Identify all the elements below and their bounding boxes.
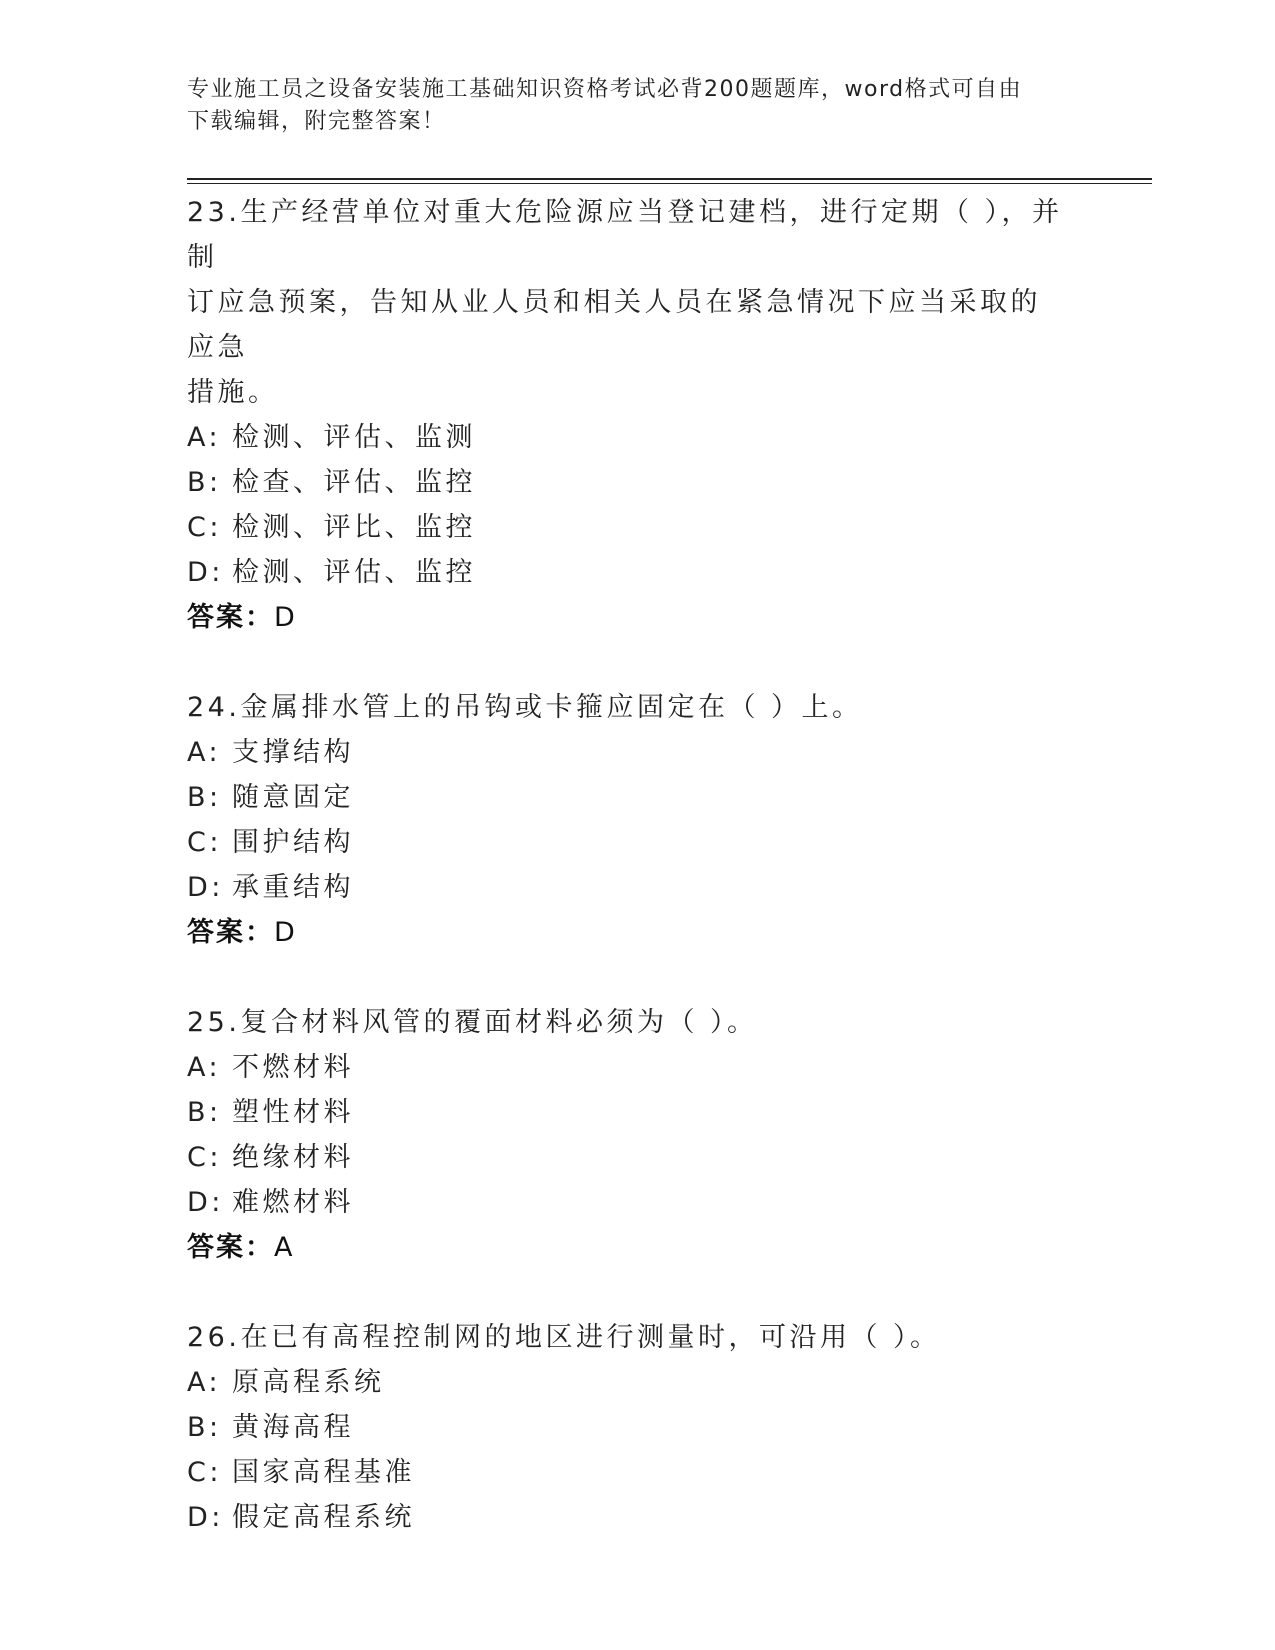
answer-line — [187, 595, 1067, 640]
option-a — [187, 730, 1067, 775]
option-d — [187, 1495, 1067, 1540]
question-stem-line: 订应急预案，告知从业人员和相关人员在紧急情况下应当采取的应急 — [187, 287, 1041, 363]
option-letter: D: — [187, 557, 224, 588]
option-letter: D: — [187, 1187, 224, 1218]
option-letter: B: — [187, 782, 222, 813]
option-text: 支撑结构 — [232, 737, 354, 768]
header-line-1: 专业施工员之设备安装施工基础知识资格考试必背200题题库，word格式可自由 — [187, 77, 1023, 102]
question-spacer — [187, 955, 1067, 1000]
option-d — [187, 865, 1067, 910]
option-d — [187, 1180, 1067, 1225]
option-b — [187, 1090, 1067, 1135]
option-text: 检查、评估、监控 — [232, 467, 476, 498]
option-b — [187, 1405, 1067, 1450]
option-a — [187, 1360, 1067, 1405]
option-b — [187, 460, 1067, 505]
question-spacer — [187, 640, 1067, 685]
option-letter: C: — [187, 827, 222, 858]
answer-label: 答案： — [187, 602, 274, 633]
option-text: 原高程系统 — [232, 1367, 385, 1398]
option-c — [187, 1135, 1067, 1180]
option-d — [187, 550, 1067, 595]
document-header — [187, 74, 1067, 138]
option-letter: B: — [187, 1412, 222, 1443]
question-26 — [187, 1315, 1067, 1540]
option-letter: D: — [187, 1502, 224, 1533]
answer-value: A — [274, 1232, 295, 1263]
header-line-2: 下载编辑，附完整答案！ — [187, 109, 446, 134]
option-letter: D: — [187, 872, 224, 903]
option-c — [187, 1450, 1067, 1495]
option-text: 检测、评比、监控 — [232, 512, 476, 543]
option-letter: C: — [187, 512, 222, 543]
answer-value: D — [274, 602, 297, 633]
option-letter: B: — [187, 1097, 222, 1128]
question-stem-line: 措施。 — [187, 377, 279, 408]
question-stem-line: 26.在已有高程控制网的地区进行测量时，可沿用（ ）。 — [187, 1322, 941, 1353]
question-stem-line: 23.生产经营单位对重大危险源应当登记建档，进行定期（ ），并制 — [187, 197, 1063, 273]
option-text: 国家高程基准 — [232, 1457, 415, 1488]
option-a — [187, 415, 1067, 460]
option-text: 围护结构 — [232, 827, 354, 858]
question-25 — [187, 1000, 1067, 1270]
option-letter: A: — [187, 1367, 222, 1398]
answer-label: 答案： — [187, 917, 274, 948]
option-letter: C: — [187, 1457, 222, 1488]
option-text: 塑性材料 — [232, 1097, 354, 1128]
option-b — [187, 775, 1067, 820]
option-letter: A: — [187, 1052, 222, 1083]
header-divider-thick — [187, 178, 1152, 180]
option-text: 随意固定 — [232, 782, 354, 813]
option-text: 承重结构 — [232, 872, 354, 903]
option-c — [187, 505, 1067, 550]
question-spacer — [187, 1270, 1067, 1315]
question-23 — [187, 190, 1067, 640]
question-stem-line: 25.复合材料风管的覆面材料必须为（ ）。 — [187, 1007, 758, 1038]
option-letter: A: — [187, 737, 222, 768]
option-a — [187, 1045, 1067, 1090]
answer-line — [187, 1225, 1067, 1270]
question-stem-line: 24.金属排水管上的吊钩或卡箍应固定在（ ）上。 — [187, 692, 863, 723]
option-letter: A: — [187, 422, 222, 453]
option-text: 绝缘材料 — [232, 1142, 354, 1173]
option-text: 检测、评估、监测 — [232, 422, 476, 453]
option-text: 检测、评估、监控 — [232, 557, 476, 588]
option-c — [187, 820, 1067, 865]
option-text: 假定高程系统 — [232, 1502, 415, 1533]
question-list — [187, 190, 1067, 1540]
answer-value: D — [274, 917, 297, 948]
answer-line — [187, 910, 1067, 955]
question-24 — [187, 685, 1067, 955]
option-letter: C: — [187, 1142, 222, 1173]
answer-label: 答案： — [187, 1232, 274, 1263]
option-text: 黄海高程 — [232, 1412, 354, 1443]
option-text: 难燃材料 — [232, 1187, 354, 1218]
option-text: 不燃材料 — [232, 1052, 354, 1083]
option-letter: B: — [187, 467, 222, 498]
header-divider-thin — [187, 183, 1152, 184]
